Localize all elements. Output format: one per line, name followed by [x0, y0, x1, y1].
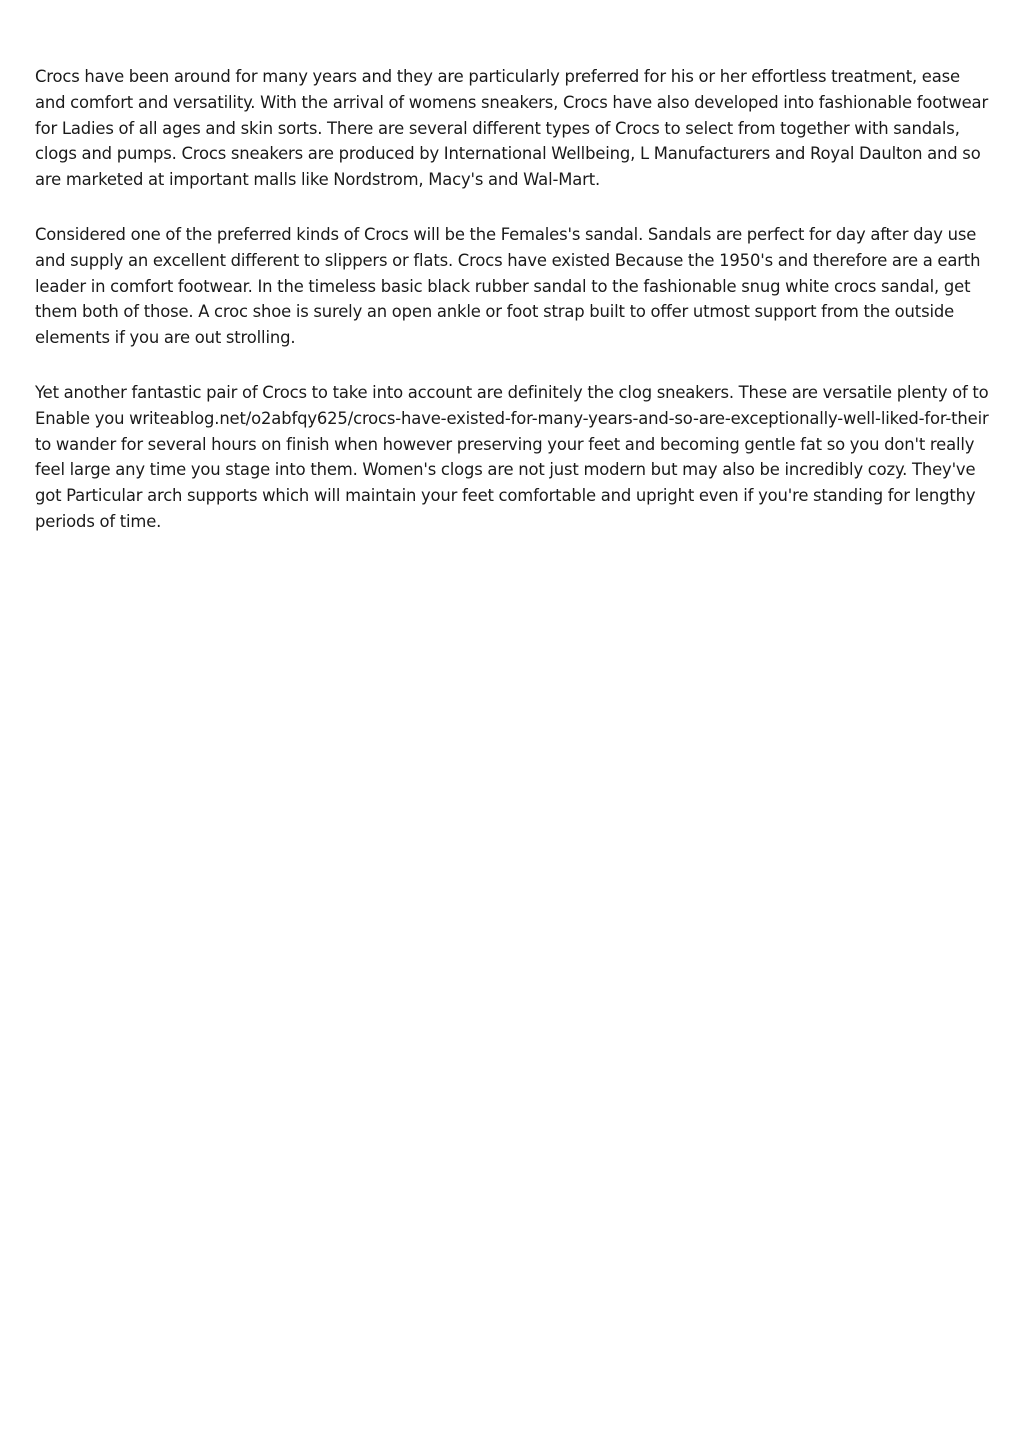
- paragraph-1: Crocs have been around for many years and they are particularly preferred for his or her effortless treatment, ease and comfort and versatility. With the arrival of womens sneakers, Crocs have also developed into fashionable footwear for Ladies of all ages and skin sorts. There are several different types of Crocs to select from together with sandals, clogs and pumps. Crocs sneakers are produced by International Wellbeing, L Manufacturers and Royal Daulton and so are marketed at important malls like Nordstrom, Macy's and Wal-Mart.: [35, 67, 989, 190]
- paragraph-3: Yet another fantastic pair of Crocs to take into account are definitely the clog sneakers. These are versatile plenty of to Enable you writeablog.net/o2abfqy625/crocs-have-existed-for-many-years-and-so-are-exceptionally-well-liked-for-their to wander for several hours on finish when however preserving your feet and becoming gentle fat so you don't really feel large any time you stage into them. Women's clogs are not just modern but may also be incredibly cozy. They've got Particular arch supports which will maintain your feet comfortable and upright even if you're standing for lengthy periods of time.: [35, 382, 989, 531]
- paragraph-2: Considered one of the preferred kinds of Crocs will be the Females's sandal. Sandals are perfect for day after day use and supply an excellent different to slippers or flats. Crocs have existed Because the 1950's and therefore are a earth leader in comfort footwear. In the timeless basic black rubber sandal to the fashionable snug white crocs sandal, get them both of those. A croc shoe is surely an open ankle or foot strap built to offer utmost support from the outside elements if you are out strolling.: [35, 224, 981, 348]
